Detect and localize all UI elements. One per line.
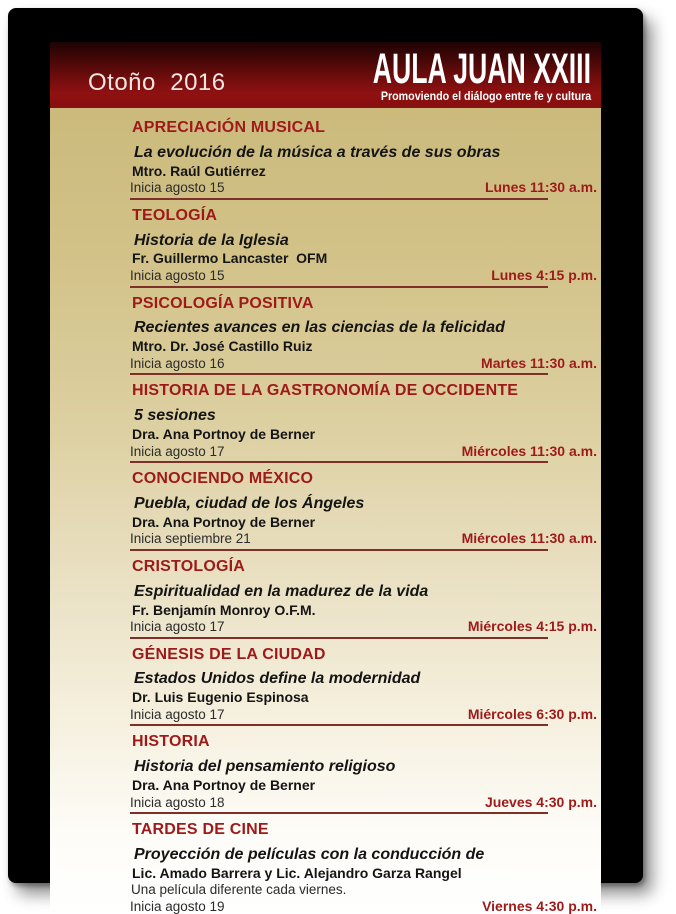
poster-frame	[8, 8, 643, 914]
course-section	[130, 734, 597, 814]
course-section	[130, 383, 597, 463]
course-section	[130, 296, 597, 376]
course-instructor: Dr. Luis Eugenio Espinosa	[132, 689, 309, 706]
course-category: CRISTOLOGÍA	[132, 557, 246, 575]
course-meta-row	[130, 444, 597, 459]
poster-header	[50, 42, 601, 108]
course-start-date: Inicia agosto 15	[130, 180, 225, 196]
course-category: TEOLOGÍA	[132, 206, 218, 224]
course-section	[130, 822, 597, 914]
course-title: Estados Unidos define la modernidad	[134, 670, 421, 688]
course-section	[130, 208, 597, 288]
course-category: GÉNESIS DE LA CIUDAD	[132, 645, 326, 663]
course-start-date: Inicia agosto 16	[130, 355, 225, 371]
separator-line	[130, 373, 548, 375]
course-schedule: Miércoles 11:30 a.m.	[461, 530, 597, 547]
course-instructor: Mtro. Raúl Gutiérrez	[132, 162, 266, 179]
course-section	[130, 471, 597, 551]
course-title: La evolución de la música a través de sus obras	[134, 143, 501, 161]
course-instructor: Dra. Ana Portnoy de Berner	[132, 513, 316, 530]
course-section	[130, 559, 597, 639]
course-start-date: Inicia agosto 17	[130, 443, 225, 459]
course-title: Puebla, ciudad de los Ángeles	[134, 494, 365, 512]
course-schedule: Miércoles 11:30 a.m.	[461, 442, 597, 459]
course-section	[130, 647, 597, 727]
course-meta-row	[130, 899, 597, 914]
brand-block	[239, 44, 601, 108]
season-label: Otoño 2016	[88, 69, 226, 96]
separator-line	[130, 724, 548, 726]
course-schedule: Martes 11:30 a.m.	[481, 354, 597, 371]
course-meta-row	[130, 531, 597, 546]
course-meta-row	[130, 795, 597, 810]
separator-line	[130, 812, 548, 814]
separator-line	[130, 637, 548, 639]
course-meta-row	[130, 707, 597, 722]
course-schedule: Jueves 4:30 p.m.	[484, 793, 597, 810]
course-schedule: Lunes 4:15 p.m.	[491, 267, 597, 284]
course-meta-row	[130, 356, 597, 371]
course-category: APRECIACIÓN MUSICAL	[132, 119, 326, 136]
course-schedule: Miércoles 4:15 p.m.	[467, 618, 597, 635]
course-note: Una película diferente cada viernes.	[131, 881, 347, 897]
course-start-date: Inicia agosto 17	[130, 706, 225, 722]
course-start-date: Inicia agosto 15	[130, 268, 225, 284]
course-start-date: Inicia agosto 19	[130, 899, 225, 914]
course-instructor: Dra. Ana Portnoy de Berner	[132, 777, 316, 794]
course-start-date: Inicia agosto 18	[130, 794, 225, 810]
separator-line	[130, 198, 548, 200]
course-category: TARDES DE CINE	[132, 821, 269, 839]
separator-line	[130, 461, 548, 463]
course-section	[130, 120, 597, 200]
course-category: HISTORIA DE LA GASTRONOMÍA DE OCCIDENTE	[132, 382, 519, 400]
brand-subtitle: Promoviendo el diálogo entre fe y cultura	[380, 91, 591, 103]
course-meta-row	[130, 619, 597, 634]
course-schedule: Lunes 11:30 a.m.	[484, 179, 597, 196]
course-list	[50, 108, 601, 914]
course-start-date: Inicia septiembre 21	[130, 531, 251, 547]
poster	[50, 42, 601, 914]
course-title: 5 sesiones	[134, 407, 216, 425]
course-schedule: Miércoles 6:30 p.m.	[467, 705, 597, 722]
course-instructor: Mtro. Dr. José Castillo Ruiz	[132, 338, 313, 355]
separator-line	[130, 286, 548, 288]
course-title: Historia del pensamiento religioso	[134, 758, 396, 776]
course-schedule: Viernes 4:30 p.m.	[482, 898, 597, 914]
course-category: CONOCIENDO MÉXICO	[132, 470, 314, 488]
course-instructor: Fr. Benjamín Monroy O.F.M.	[132, 601, 316, 618]
course-meta-row	[130, 268, 597, 283]
course-category: HISTORIA	[132, 733, 210, 751]
course-title: Espiritualidad en la madurez de la vida	[134, 582, 429, 600]
course-instructor: Fr. Guillermo Lancaster OFM	[132, 250, 328, 267]
course-meta-row	[130, 180, 597, 195]
course-instructor: Lic. Amado Barrera y Lic. Alejandro Garza Rangel	[132, 864, 462, 881]
course-title: Proyección de películas con la conducción de	[134, 846, 485, 864]
brand-title: AULA JUAN XXIII	[372, 44, 591, 93]
separator-line	[130, 549, 548, 551]
course-title: Historia de la Iglesia	[134, 231, 289, 249]
course-category: PSICOLOGÍA POSITIVA	[132, 294, 314, 312]
course-instructor: Dra. Ana Portnoy de Berner	[132, 425, 316, 442]
course-start-date: Inicia agosto 17	[130, 619, 225, 635]
course-title: Recientes avances en las ciencias de la felicidad	[134, 319, 505, 337]
